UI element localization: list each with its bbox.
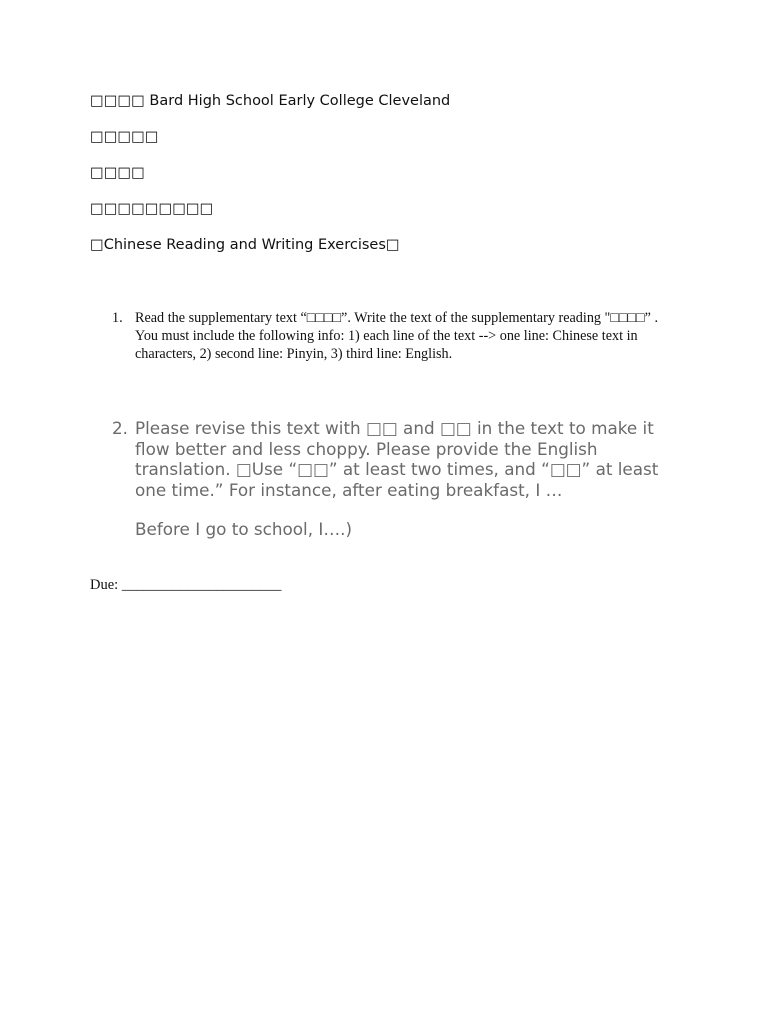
exercise-2-text: Please revise this text with □□ and □□ in the text to make it flow better and less choppy. Please provide the English translation. □Use “□□” at least two times, and “□□” at least one time.” For instance, after eating breakfast, I … [135,418,659,500]
due-date-line [90,577,281,594]
header-line-3: □□□□ [90,165,145,181]
school-name-line: □□□□ Bard High School Early College Cleveland [90,93,451,109]
exercise-1-text: Read the supplementary text “□□□□”. Write the text of the supplementary reading "□□□□” . You must include the following info: 1) each line of the text --> one line: Chinese text in characters, 2) second line: Pinyin, 3) third line: English. [135,310,659,362]
due-blank: ______________________ [121,577,282,593]
document-subtitle: □Chinese Reading and Writing Exercises□ [90,237,400,253]
exercise-1-number: 1. [112,310,123,326]
exercise-2-example: Before I go to school, I….) [135,519,353,539]
header-line-2: □□□□□ [90,129,159,145]
due-label: Due: [90,577,119,593]
exercise-1 [112,309,672,363]
header-line-4: □□□□□□□□□ [90,201,214,217]
exercise-2 [112,418,692,540]
exercise-2-number: 2. [112,418,129,438]
